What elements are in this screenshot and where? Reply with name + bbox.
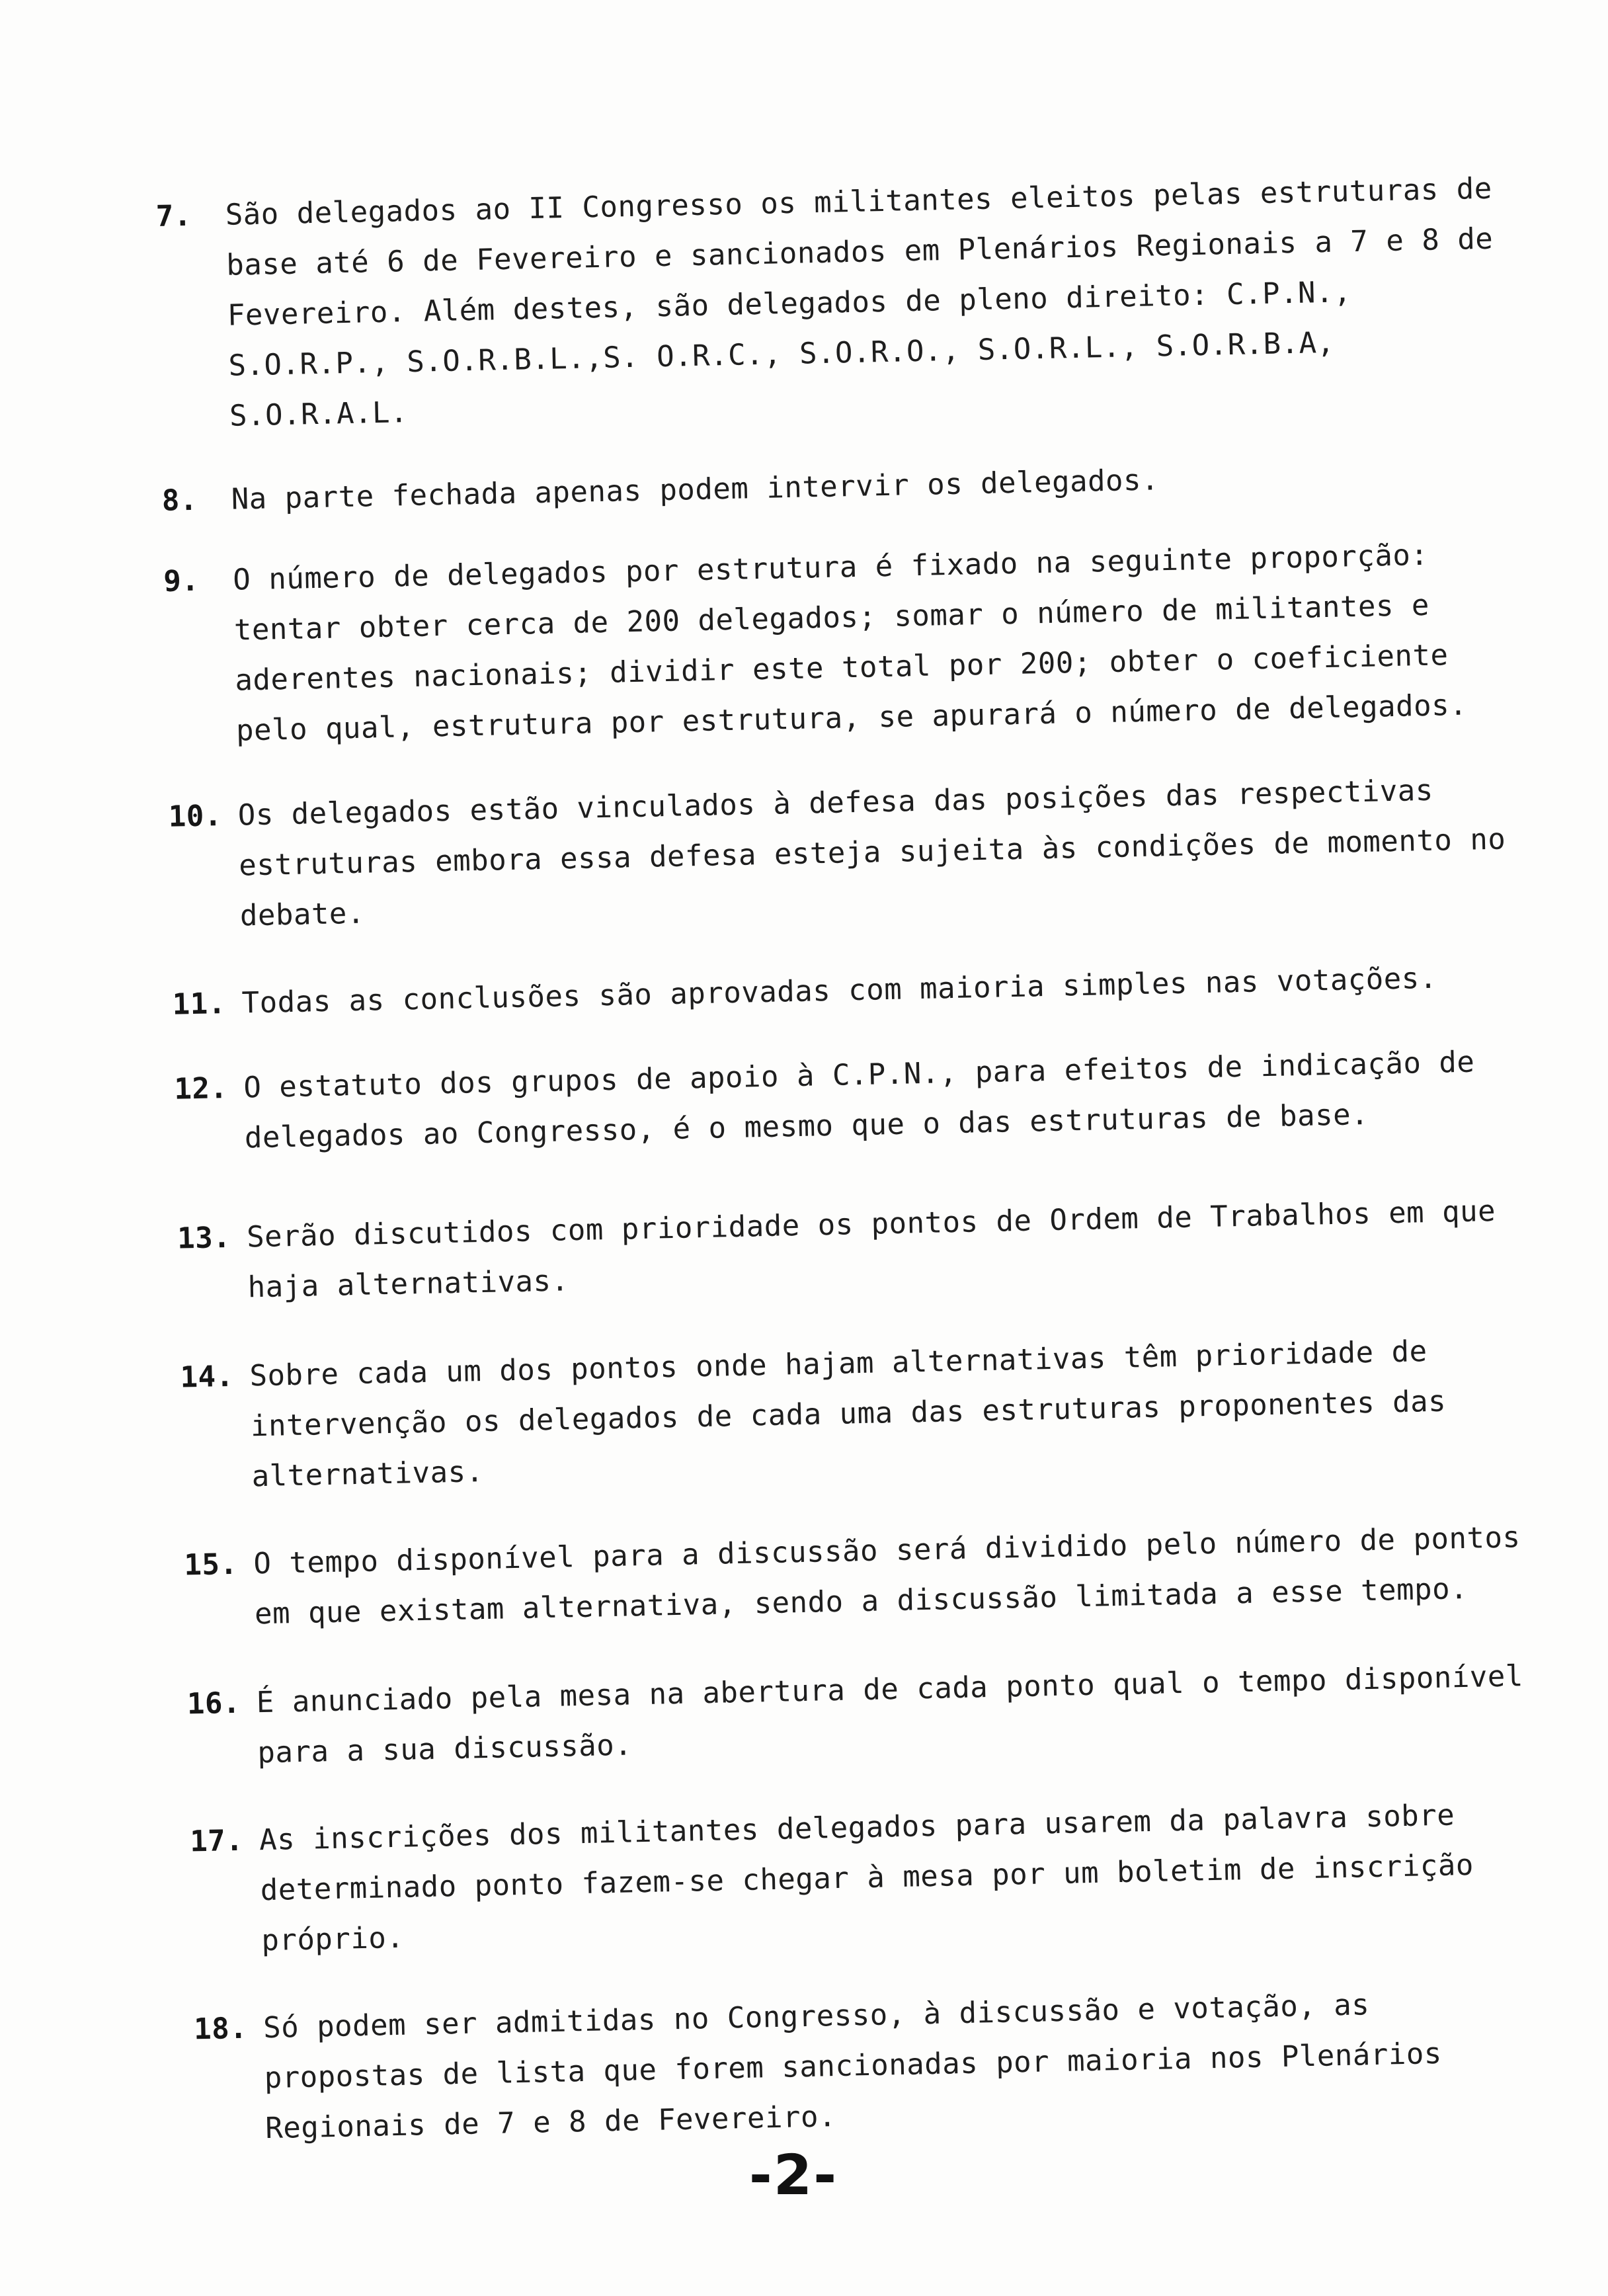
list-item xyxy=(155,163,1509,443)
item-text: O tempo disponível para a discussão será dividido pelo número de pontos em que existam alternativa, sendo a discussão limitada a esse tempo. xyxy=(253,1520,1521,1631)
item-number: 13. xyxy=(177,1220,231,1256)
list-item xyxy=(184,1512,1535,1641)
list-item xyxy=(186,1651,1537,1780)
item-number: 7. xyxy=(155,198,192,233)
item-text: As inscrições dos militantes delegados para usarem da palavra sobre determinado ponto fazem-se chegar à mesa por um boletim de inscrição próprio. xyxy=(259,1798,1474,1958)
page-number: -2- xyxy=(748,2143,838,2207)
item-number: 16. xyxy=(186,1686,241,1721)
list-item xyxy=(161,448,1511,526)
list-item xyxy=(172,952,1521,1030)
item-text: Na parte fechada apenas podem intervir os delegados. xyxy=(231,463,1160,516)
item-text: É anunciado pela mesa na abertura de cada ponto qual o tempo disponível para a sua discussão. xyxy=(256,1659,1524,1770)
list-item xyxy=(168,764,1519,943)
item-text: São delegados ao II Congresso os militantes eleitos pelas estruturas de base até 6 de Fevereiro e sancionados em Plenários Regionais a 7 e 8 de Fevereiro. Além destes, são delegados de pleno direito: C.P.N., S.O.R.P., S.O.R.B.L.,S. O.R.C., S.O.R.O., S.O.R.L., S.O.R.B.A, S.O.R.A.L. xyxy=(225,171,1494,433)
item-text: Sobre cada um dos pontos onde hajam alternativas têm prioridade de intervenção os delegados de cada uma das estruturas proponentes das alternativas. xyxy=(249,1334,1447,1494)
item-text: Só podem ser admitidas no Congresso, à discussão e votação, as propostas de lista que forem sancionadas por maioria nos Plenários Regionais de 7 e 8 de Fevereiro. xyxy=(262,1988,1443,2146)
list-item xyxy=(189,1789,1541,1968)
item-text: Todas as conclusões são aprovadas com maioria simples nas votações. xyxy=(241,961,1438,1020)
list-item xyxy=(174,1036,1525,1165)
item-number: 14. xyxy=(180,1359,235,1395)
item-number: 17. xyxy=(189,1823,244,1859)
numbered-item-list xyxy=(155,163,1545,2155)
item-text: Os delegados estão vinculados à defesa das posições das respectivas estruturas embora essa defesa esteja sujeita às condições de momento no debate. xyxy=(237,773,1506,933)
item-text: O estatuto dos grupos de apoio à C.P.N., para efeitos de indicação de delegados ao Congresso, é o mesmo que o das estruturas de base. xyxy=(243,1045,1475,1155)
list-item xyxy=(177,1186,1527,1315)
list-item xyxy=(193,1977,1545,2156)
list-item xyxy=(180,1325,1531,1504)
item-number: 11. xyxy=(172,987,227,1022)
item-number: 10. xyxy=(168,799,223,834)
item-number: 9. xyxy=(163,563,200,598)
item-text: O número de delegados por estrutura é fixado na seguinte proporção: tentar obter cerca de 200 delegados; somar o número de militantes e aderentes nacionais; dividir este total por 200; obter o coeficiente pelo qual, estrutura por estrutura, se apurará o número de delegados. xyxy=(232,538,1468,748)
list-item xyxy=(163,528,1516,758)
item-number: 8. xyxy=(161,483,198,518)
item-text: Serão discutidos com prioridade os pontos de Ordem de Trabalhos em que haja alternativas. xyxy=(246,1194,1496,1305)
item-number: 18. xyxy=(193,2011,248,2047)
item-number: 15. xyxy=(183,1547,239,1582)
item-number: 12. xyxy=(173,1071,228,1106)
